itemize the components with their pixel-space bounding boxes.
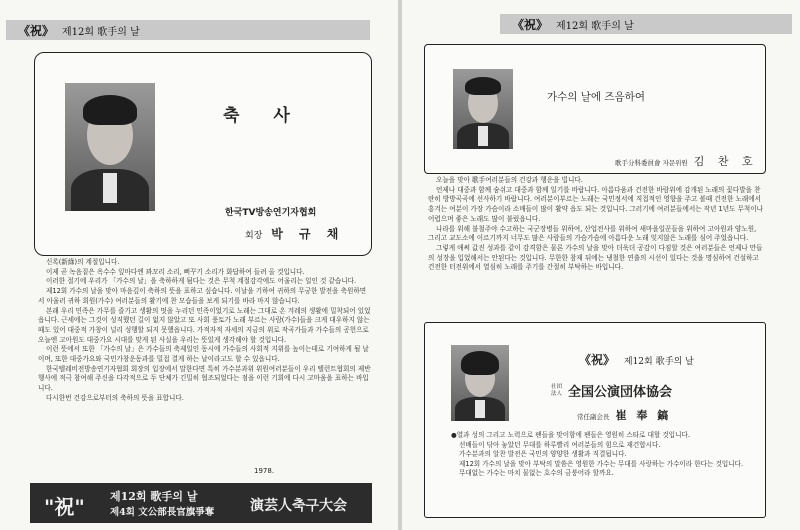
chair-title: 회장 <box>245 231 263 241</box>
paragraph: 제12회 가수의 날을 맞아 부탁의 말씀은 영원한 가수는 무대를 사랑하는 가수이라 한다는 것입니다. <box>459 459 744 468</box>
banner-line-2: 제4회 文公部長官旗爭奪 <box>110 507 215 518</box>
exec-title: 常任副会長 <box>577 413 610 421</box>
paragraph: 언제나 대중과 함께 숨쉬고 대중과 함께 일기를 바랍니다. 아름다움과 건전한 바람위에 감개된 노래의 꽃다발을 찬란히 방방곡곡에 선사하기 바랍니다. 여러분이부르는 노래는 국민정서에 직접적인 영향을 주고 볼때 건전한 노래에서 흥겨는 여분이 가장 가슴이라 소매들이 많이 활약 읍도 되는 것입니다. 그러기에 여러분들에서는 작년 1년도 무척이나 어렵으며 좋은 노래도 많이 불렀읍니다. <box>428 185 764 223</box>
paragraph: 그렇게 애써 값진 성과를 같이 감격함은 물론 가수의 날을 맞아 더욱더 공감이 다짐할 것은 여러분들은 언제나 만들의 성장을 입었해서는 안된다는 것입니다. 무한한 참재 뒤에는 냉철한 연출의 시선이 있다는 것을 명심하여 건설하고 건전한 터전위에서 열심히 노래를 주기를 간절히 부탁하는 바입니다. <box>428 243 763 272</box>
header-mark: 《祝》 <box>18 23 55 38</box>
page-title: 축 사 <box>223 106 304 126</box>
byline <box>615 153 758 169</box>
portrait-photo <box>451 345 509 421</box>
association-header <box>579 351 694 368</box>
paragraph: 이러한 절기에 우리가 「가수의 날」을 축하하게 됨다는 것은 무척 계절감각에도 어울리는 일인 것 같습니다. <box>46 277 357 286</box>
chair-name: 박 규 채 <box>271 227 345 241</box>
org-name: 全国公演団体協会 <box>568 385 673 400</box>
exec-name: 崔 奉 鎬 <box>615 409 672 422</box>
header-text: 제12회 歌手의 날 <box>556 20 634 32</box>
paragraph: ●열과 성의 그리고 노력으로 팬들을 맞이함에 팬들은 영원히 스타로 대할 것입니다. <box>451 431 691 439</box>
paragraph: 오늘을 맞아 歌手여러분들의 건강과 행운을 빕니다. <box>436 176 583 184</box>
date-label: 1978. <box>254 467 275 475</box>
paragraph: 제12회 가수의 날을 맞아 마음깊이 축하의 뜻을 표하고 싶습니다. 이날을 기하여 귀하의 무궁한 발전을 축원하면서 아울러 귀하 회원(가수) 여러분들의 활기에 찬 모습들을 보게 되기를 바라 마지 않습니다. <box>38 287 367 305</box>
paragraph: 한국텔레비전방송연기자협회 회장의 입장에서 말한다면 특히 가수분과위 위원여러분들이 우리 텔런트협회의 제반 행사에 적극 참여해 주신을 다각적으로 두 단체가 긴밀히 협조되었다는 점을 이런 기회에 다시 고마움을 표하는 바입니다. <box>38 364 371 393</box>
message-box <box>424 44 766 174</box>
paragraph: 다시한번 건강으로부터의 축하의 뜻을 표합니다. <box>46 393 184 402</box>
header-text: 제12회 歌手의 날 <box>623 357 694 367</box>
association-body <box>451 431 755 479</box>
left-page <box>0 0 398 530</box>
header-text: 제12회 歌手의 날 <box>62 26 140 38</box>
header-mark: 《祝》 <box>512 17 549 32</box>
signature-line <box>245 225 344 242</box>
footer-banner <box>30 483 372 523</box>
byline-name: 김 찬 호 <box>693 155 758 168</box>
paragraph: 이제 곧 녹음짙은 옥수수 잎마다엔 꽈꼬리 소리, 뻐꾸기 소리가 화답하여 들려 올 것입니다. <box>46 267 305 276</box>
executive-line <box>577 407 671 423</box>
paragraph: 본래 우리 민족은 가무를 즐기고 생활의 멋을 누리던 민족이었기로 노래는 그대로 온 겨레의 생활에 밀착되어 있었읍니다. 근세에는 그것이 성직했던 길이 없지 않았고 또 사회 풍토가 노래 부르는 사람(가수)들을 크게 대우하지 않는 때도 있어 대중적 가창이 널리 성행할 되지 못했읍니다. 가적자적 자세의 지금의 위로 작곡가들과 가수들의 공헌으로 오늘엔 고아원도 대중가요 시대를 맞게 된 사실을 우리는 뜻있게 생각해야 할 것입니다. <box>38 306 371 344</box>
message-title: 가수의 날에 즈음하여 <box>547 91 645 103</box>
right-page <box>402 0 800 530</box>
page-header <box>6 20 370 40</box>
organization-name: 한국TV방송연기자협회 <box>225 208 317 218</box>
body-text <box>428 176 764 273</box>
congrats-box <box>34 52 372 256</box>
banner-line-1: 제12회 歌手의 날 <box>110 490 198 503</box>
header-mark: 《祝》 <box>579 353 616 367</box>
association-org <box>551 381 672 400</box>
paragraph: 이런 뜻에서 또한 「가수의 날」은 가수들의 축제일인 동시에 가수들의 사회적 지위를 높이는데로 기여하게 될 날이며, 또한 대중가요와 국민가창운동과를 밀접 결게 하는 날이라고도 할 수 있읍니다. <box>38 345 369 364</box>
paragraph: 나라를 위해 불철주야 수고하는 국군장병들 위하여, 산업전사를 위하여 새마을일꾼들을 위하여 고아원과 양노원, 그리고 교도소에 이르기까지 너무도 많은 사람들의 가슴가슴에 아름다운 노래 잊지않은 노래를 심어 주었읍니다. <box>428 224 757 243</box>
body-text <box>38 258 372 404</box>
paragraph: 가수분과의 알찬 발전은 국민의 양양한 생활과 직결됩니다. <box>459 450 627 459</box>
byline-prefix: 歌手分科委員會 자문위원 <box>615 159 688 167</box>
portrait-photo <box>453 69 513 149</box>
portrait-photo <box>65 83 155 211</box>
association-box <box>424 322 766 518</box>
paragraph: 신록(新綠)의 계절입니다. <box>46 258 120 266</box>
page-header <box>500 14 792 34</box>
banner-mark: "祝" <box>44 495 85 519</box>
org-prefix: 社団 法人 <box>551 383 563 397</box>
paragraph: 선배들이 닦아 놓았던 무대를 하루빨리 여러분들의 힘으로 재건합시다. <box>459 440 661 449</box>
banner-line-3: 演芸人축구大会 <box>250 498 348 514</box>
paragraph: 무대없는 가수는 마치 물없는 호수의 금붕어라 할까요. <box>459 469 614 478</box>
